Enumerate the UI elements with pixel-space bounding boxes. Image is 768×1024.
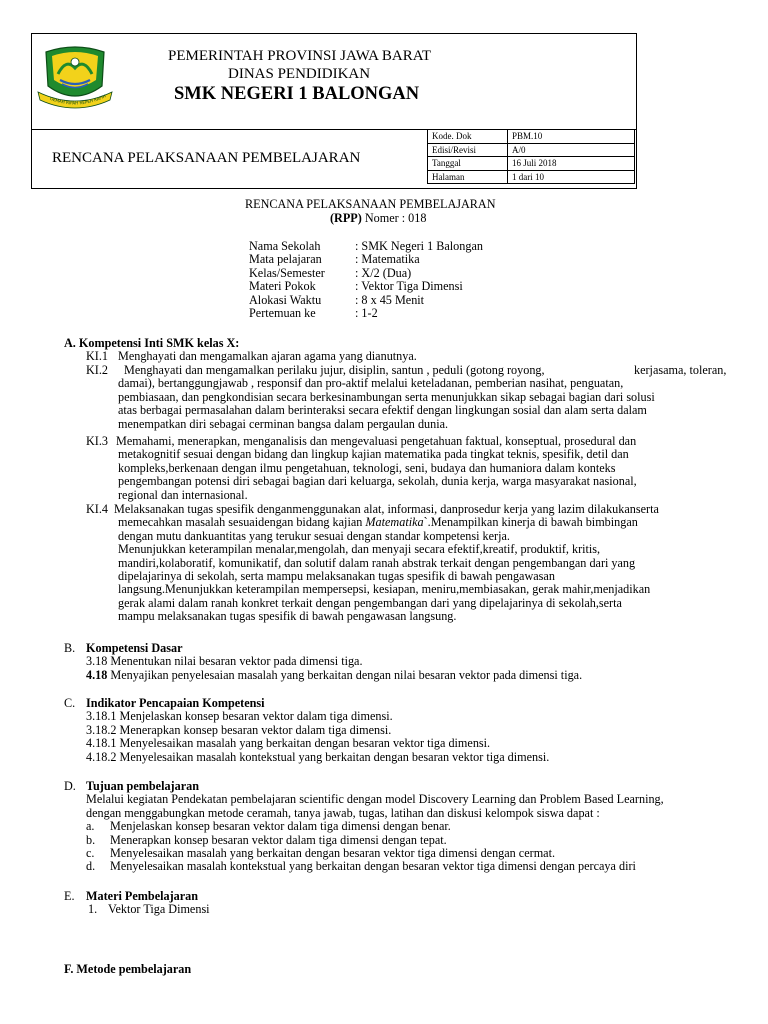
section-f-heading: F. Metode pembelajaran [64, 962, 192, 976]
identity-label: Pertemuan ke [249, 306, 316, 321]
ki-number: KI.1 [86, 349, 109, 363]
ki-text: `.Menampilkan kinerja di bawah bimbingan [423, 515, 638, 530]
ki-text: Menghayati dan mengamalkan ajaran agama yang dianutnya. [118, 349, 417, 363]
ki-text-line: pembiasaan, dan pengkondisian secara berkesinambungan serta menunjukkan sikap sebagai bagian dari solusi [118, 389, 655, 404]
rpp-title: RENCANA PELAKSANAAN PEMBELAJARAN [245, 197, 496, 211]
doc-info-value: A/0 [508, 143, 635, 157]
ki-text-line: pengembangan potensi diri sebagai bagian dari keluarga, sekolah, dunia kerja, warga masyarakat nasional, [118, 474, 637, 489]
section-d-heading: Tujuan pembelajaran [86, 779, 199, 793]
section-b [64, 642, 582, 682]
dept-name: DINAS PENDIDIKAN [228, 66, 371, 82]
section-letter: D. [64, 779, 76, 793]
doc-info-key: Edisi/Revisi [428, 143, 508, 157]
ki-text-line: metakognitif sesuai dengan bidang dan lingkup kajian matematika pada tingkat teknis, spesifik, detil dan [118, 447, 629, 462]
kd-text: Menentukan nilai besaran vektor pada dimensi tiga. [107, 654, 363, 669]
goal-item [64, 834, 664, 847]
material-text: Vektor Tiga Dimensi [108, 902, 210, 917]
kd-number: 4.18 [86, 667, 108, 682]
ki3 [86, 435, 637, 502]
identity-label: Alokasi Waktu [249, 292, 322, 307]
school-name: SMK NEGERI 1 BALONGAN [174, 84, 420, 104]
ki-text-line: langsung.Menunjukkan keterampilan mempersepsi, kesiapan, meniru,membiasakan, gerak mahir,menjadikan [118, 582, 651, 597]
section-a-heading: A. Kompetensi Inti SMK kelas X: [64, 336, 240, 350]
ki-number: KI.3 [86, 434, 109, 448]
identity-row [249, 294, 483, 307]
identity-row [249, 307, 483, 320]
identity-value: : Matematika [355, 252, 420, 267]
section-letter: E. [64, 889, 75, 903]
section-c-heading: Indikator Pencapaian Kompetensi [86, 696, 265, 710]
ki-text-line: dipelajarinya di sekolah, serta mampu melaksanakan tugas spesifik di bawah pengawasan [118, 569, 555, 584]
goal-text: Menyelesaikan masalah yang berkaitan dengan besaran vektor tiga dimensi dengan cermat. [110, 846, 556, 861]
goal-mark: c. [86, 846, 95, 861]
logo-motto: GEMAH RIPAH REPEH RAPIH [49, 93, 107, 106]
goal-text: Menerapkan konsep besaran vektor dalam tiga dimensi dengan tepat. [110, 832, 447, 847]
ki-text-line: gerak alami dalam ranah konkret terkait dengan pengembangan dari yang dipelajarinya di sekolah,serta [118, 595, 622, 610]
kd-item [64, 655, 582, 668]
ki-text-line: menempatkan diri sebagai cerminan bangsa dalam pergaulan dunia. [118, 416, 449, 431]
ki-text-line: mampu melaksanakan tugas spesifik di bawah pengawasan langsung. [118, 609, 457, 624]
identity-label: Kelas/Semester [249, 265, 325, 280]
goal-item [64, 847, 664, 860]
section-b-heading: Kompetensi Dasar [86, 641, 183, 655]
identity-row [249, 240, 483, 253]
identity-row [249, 267, 483, 280]
goal-item [64, 820, 664, 833]
goal-text: Menyelesaikan masalah kontekstual yang berkaitan dengan besaran vektor tiga dimensi dengan percaya diri [110, 859, 636, 874]
identity-block [249, 240, 483, 320]
ki-text: memecahkan masalah sesuaidengan bidang kajian [118, 515, 366, 530]
goal-intro-line: dengan menggabungkan metode ceramah, tanya jawab, tugas, latihan dan diskusi kelompok siswa dapat : [86, 805, 600, 820]
rpp-number [330, 212, 426, 225]
identity-label: Nama Sekolah [249, 239, 321, 253]
kd-text: Menyajikan penyelesaian masalah yang berkaitan dengan nilai besaran vektor pada dimensi tiga. [107, 667, 583, 682]
ki-number: KI.2 [86, 363, 109, 377]
gov-name: PEMERINTAH PROVINSI JAWA BARAT [168, 48, 432, 64]
ki-subject-italic: Matematika [365, 515, 424, 530]
doc-info-key: Kode. Dok [428, 130, 508, 144]
doc-info-value: PBM.10 [508, 130, 635, 144]
ki-text-line [86, 516, 659, 529]
kd-number: 3.18 [86, 654, 108, 669]
doc-info-key: Tanggal [428, 157, 508, 171]
jawa-barat-emblem-logo [36, 44, 114, 114]
indicator-item: 3.18.2 Menerapkan konsep besaran vektor dalam tiga dimensi. [86, 722, 392, 737]
section-letter: C. [64, 696, 76, 710]
ki-text: Melaksanakan tugas spesifik denganmenggunakan alat, informasi, danprosedur kerja yang lazim dilakukanserta [114, 502, 659, 516]
identity-label: Mata pelajaran [249, 252, 322, 267]
material-mark: 1. [88, 902, 98, 917]
goal-intro-line: Melalui kegiatan Pendekatan pembelajaran scientific dengan model Discovery Learning dan Problem Based Learning, [86, 792, 664, 807]
section-letter: B. [64, 641, 76, 655]
ki1 [86, 350, 417, 363]
ki-text-line: regional dan internasional. [118, 487, 248, 502]
doc-info-value: 1 dari 10 [508, 170, 635, 184]
doc-info-row [428, 143, 635, 157]
ki2 [86, 363, 727, 431]
identity-value: : Vektor Tiga Dimensi [355, 279, 463, 294]
identity-row [249, 280, 483, 293]
goal-mark: d. [86, 859, 96, 874]
doc-info-key: Halaman [428, 170, 508, 184]
identity-value: : 1-2 [355, 306, 378, 321]
ki-text: Memahami, menerapkan, menganalisis dan mengevaluasi pengetahuan faktual, konseptual, prosedural dan [116, 434, 637, 448]
goal-mark: b. [86, 832, 96, 847]
ki-text-line: damai), bertanggungjawab , responsif dan pro-aktif melalui keteladanan, pemberian nasihat, penguatan, [118, 376, 624, 391]
ki-text-line: dengan mutu dankuantitas yang terukur sesuai dengan standar kompetensi kerja. [118, 528, 510, 543]
doc-title: RENCANA PELAKSANAAN PEMBELAJARAN [52, 150, 361, 166]
section-e-heading: Materi Pembelajaran [86, 889, 199, 903]
identity-value: : X/2 (Dua) [355, 265, 412, 280]
ki-text-line: mandiri,kolaboratif, komunikatif, dan solutif dalam ranah abstrak terkait dengan pengembangan dari yang [118, 555, 636, 570]
goal-text: Menjelaskan konsep besaran vektor dalam tiga dimensi dengan benar. [110, 819, 451, 834]
goal-mark: a. [86, 819, 95, 834]
ki-text: Menghayati dan mengamalkan perilaku jujur, disiplin, santun , peduli (gotong royong, [124, 363, 545, 377]
section-d [64, 780, 664, 874]
ki-number: KI.4 [86, 502, 109, 516]
identity-value: : 8 x 45 Menit [355, 292, 425, 307]
rpp-number-value: Nomer : 018 [361, 211, 427, 225]
indicator-item: 3.18.1 Menjelaskan konsep besaran vektor dalam tiga dimensi. [86, 709, 393, 724]
ki-text-line: kompleks,berkenaan dengan ilmu pengetahuan, teknologi, seni, budaya dan humaniora dalam konteks [118, 460, 616, 475]
doc-info-table [427, 129, 635, 184]
ki-text-line: atas berbagai permasalahan dalam berinteraksi secara efektif dengan lingkungan sosial dan alam serta dalam [118, 403, 647, 418]
identity-value: : SMK Negeri 1 Balongan [355, 239, 483, 253]
goal-item [64, 860, 664, 873]
ki-text-line: Menunjukkan keterampilan menalar,mengolah, dan menyaji secara efektif,kreatif, produktif, kritis, [118, 542, 601, 557]
ki4 [86, 503, 659, 624]
section-c [64, 697, 549, 764]
kd-item [64, 669, 582, 682]
section-e [64, 890, 210, 917]
doc-info-row [428, 157, 635, 171]
doc-info-row [428, 170, 635, 184]
identity-row [249, 253, 483, 266]
indicator-item: 4.18.1 Menyelesaikan masalah yang berkaitan dengan besaran vektor tiga dimensi. [86, 736, 491, 751]
indicator-item: 4.18.2 Menyelesaikan masalah kontekstual yang berkaitan dengan besaran vektor tiga dimensi. [86, 749, 550, 764]
doc-info-value: 16 Juli 2018 [508, 157, 635, 171]
rpp-label: (RPP) [330, 211, 362, 225]
ki-text: kerjasama, toleran, [634, 363, 727, 377]
material-item [64, 903, 210, 916]
doc-info-row [428, 130, 635, 144]
identity-label: Materi Pokok [249, 279, 316, 294]
